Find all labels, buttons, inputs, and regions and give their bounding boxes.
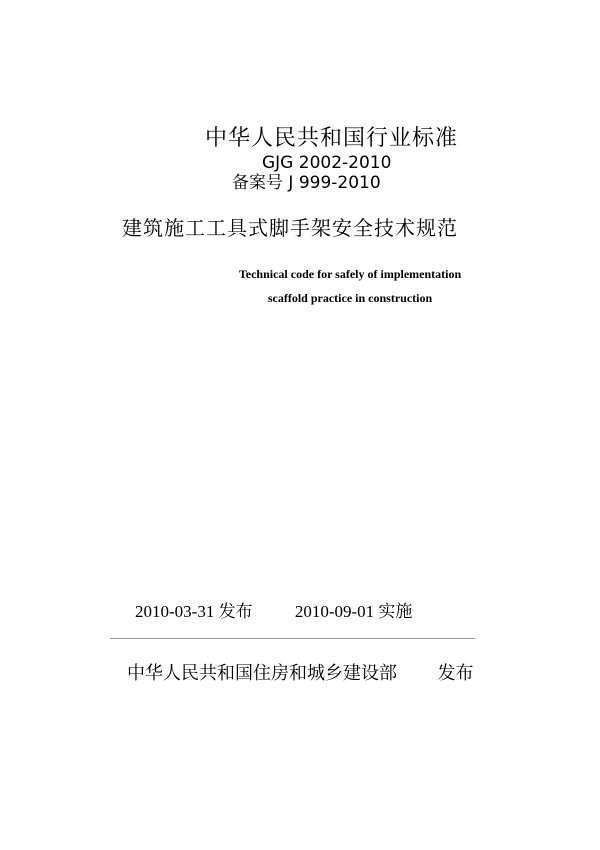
divider-line [110, 638, 475, 639]
publisher-action: 发布 [437, 663, 474, 683]
record-number: 备案号 J 999-2010 [232, 173, 381, 193]
standard-code: GJG 2002-2010 [262, 153, 392, 173]
document-title-english [235, 262, 465, 310]
document-title-english-line-1: Technical code for safely of implementation [238, 267, 462, 281]
document-title-english-line-2: scaffold practice in construction [267, 291, 433, 305]
release-date: 2010-03-31 发布 [135, 602, 253, 621]
document-title-chinese: 建筑施工工具式脚手架安全技术规范 [122, 216, 458, 240]
publisher-name: 中华人民共和国住房和城乡建设部 [127, 663, 397, 683]
dates-row [135, 600, 412, 624]
publisher-row [127, 661, 474, 685]
standard-category-title: 中华人民共和国行业标准 [205, 126, 459, 151]
effective-date: 2010-09-01 实施 [294, 602, 413, 621]
